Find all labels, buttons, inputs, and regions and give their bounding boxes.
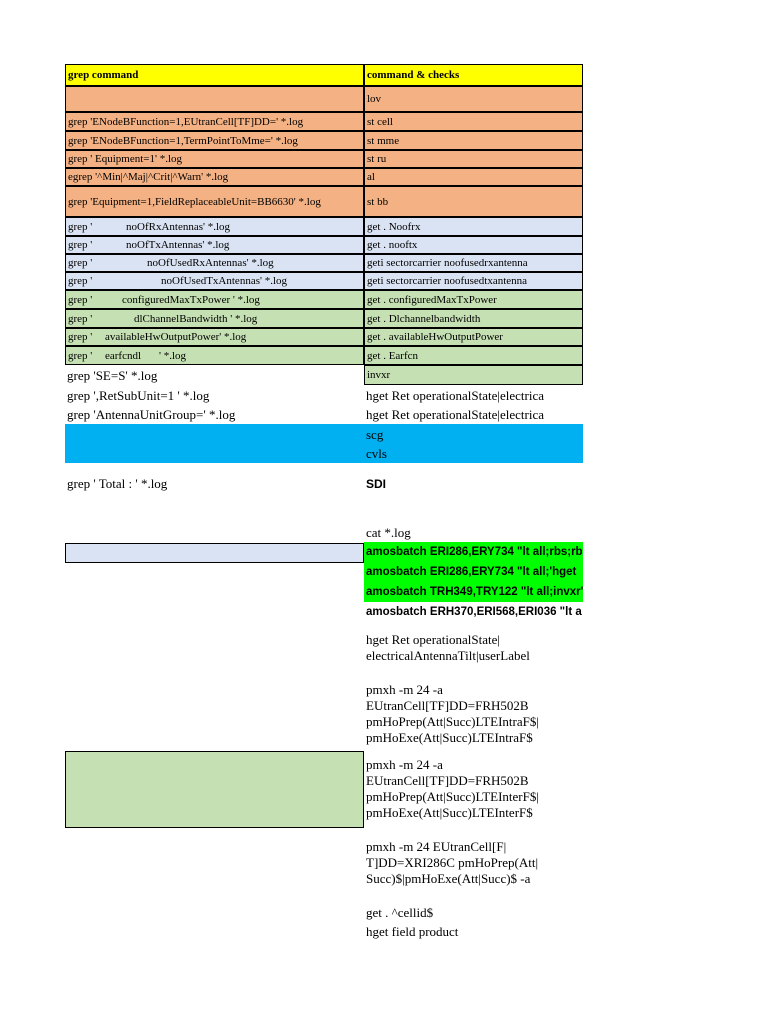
hget-field-text: hget field product [366, 923, 459, 939]
hget-ret-block [364, 632, 583, 666]
table-row-right: get . configuredMaxTxPower [364, 290, 583, 309]
table-row-right: lov [364, 86, 583, 112]
table-row-right: get . Earfcn [364, 346, 583, 365]
grep-suffix: ' *.log [159, 349, 187, 362]
table-row-right: geti sectorcarrier noofusedtxantenna [364, 272, 583, 290]
grep-pattern: earfcndl [105, 349, 142, 362]
grep-prefix: grep ' [68, 349, 93, 362]
table-row-right: get . Noofrx [364, 217, 583, 236]
pmxh-block-2 [364, 757, 583, 823]
header-grep-command: grep command [65, 64, 364, 86]
grep-pattern: noOfRxAntennas' *.log [126, 220, 231, 233]
table-row-right: get . nooftx [364, 236, 583, 254]
table-row-left [65, 236, 364, 254]
empty-green-cell [65, 751, 364, 828]
scg-text: scg [366, 426, 384, 442]
table-row-right: al [364, 168, 583, 186]
pmxh-line: pmHoPrep(Att|Succ)LTEInterF$| [366, 789, 539, 804]
pmxh-line: pmHoExe(Att|Succ)LTEInterF$ [366, 805, 533, 820]
grep-prefix: grep ' [68, 312, 93, 325]
hget-ret-text: hget Ret operationalState|electrica [366, 387, 545, 403]
pmxh-line: T]DD=XRI286C pmHoPrep(Att| [366, 855, 539, 870]
grep-retsubunit-text: grep ',RetSubUnit=1 ' *.log [67, 387, 210, 403]
table-row-right: st bb [364, 186, 583, 217]
grep-prefix: grep ' [68, 293, 93, 306]
grep-prefix: grep ' [68, 220, 93, 233]
table-row-left [65, 254, 364, 272]
table-row-left [65, 272, 364, 290]
table-row-left: grep ' Equipment=1' *.log [65, 150, 364, 168]
pmxh-block-3 [364, 839, 583, 889]
amosbatch-4: amosbatch ERH370,ERI568,ERI036 "lt a [366, 605, 582, 618]
grep-pattern: dlChannelBandwidth ' *.log [134, 312, 258, 325]
pmxh-block-1 [364, 682, 583, 748]
grep-prefix: grep ' [68, 331, 93, 343]
cat-text: cat *.log [366, 524, 411, 540]
table-row-left [65, 346, 364, 365]
table-row-left: grep 'Equipment=1,FieldReplaceableUnit=BB6630' *.log [65, 186, 364, 217]
table-row-right: get . Dlchannelbandwidth [364, 309, 583, 328]
table-row-left [65, 328, 364, 346]
grep-pattern: availableHwOutputPower' *.log [105, 331, 247, 343]
table-row-left [65, 217, 364, 236]
grep-total-text: grep ' Total : ' *.log [67, 475, 168, 491]
table-row-right: st ru [364, 150, 583, 168]
empty-blue-cell [65, 543, 364, 563]
pmxh-line: pmxh -m 24 -a [366, 757, 443, 772]
table-row-right: st cell [364, 112, 583, 131]
sdi-text: SDI [366, 476, 387, 491]
table-row-left [65, 290, 364, 309]
hget-ret-text-2: hget Ret operationalState|electrica [366, 406, 545, 422]
cvls-text: cvls [366, 445, 387, 461]
pmxh-line: pmHoPrep(Att|Succ)LTEIntraF$| [366, 714, 539, 729]
amosbatch-2: amosbatch ERI286,ERY734 "lt all;'hget [364, 562, 583, 582]
grep-prefix: grep ' [68, 275, 93, 287]
grep-pattern: noOfUsedRxAntennas' *.log [147, 257, 274, 269]
amosbatch-3: amosbatch TRH349,TRY122 "lt all;invxr' [364, 582, 583, 602]
invxr-cell: invxr [364, 365, 583, 385]
table-row-right: geti sectorcarrier noofusedrxantenna [364, 254, 583, 272]
hget-ret-line-2: electricalAntennaTilt|userLabel [366, 648, 530, 663]
grep-antennaunitgroup-text: grep 'AntennaUnitGroup=' *.log [67, 406, 236, 422]
grep-prefix: grep ' [68, 257, 93, 269]
pmxh-line: EUtranCell[TF]DD=FRH502B [366, 773, 529, 788]
get-cellid-text: get . ^cellid$ [366, 904, 434, 920]
table-row-left [65, 309, 364, 328]
pmxh-line: pmxh -m 24 EUtranCell[F| [366, 839, 507, 854]
grep-pattern: configuredMaxTxPower ' *.log [122, 293, 260, 306]
pmxh-line: pmHoExe(Att|Succ)LTEIntraF$ [366, 730, 533, 745]
grep-se-text: grep 'SE=S' *.log [67, 367, 158, 383]
pmxh-line: EUtranCell[TF]DD=FRH502B [366, 698, 529, 713]
pmxh-line: pmxh -m 24 -a [366, 682, 443, 697]
table-row-left: egrep '^Min|^Maj|^Crit|^Warn' *.log [65, 168, 364, 186]
table-row-right: st mme [364, 131, 583, 150]
table-row-left [65, 86, 364, 112]
amosbatch-1: amosbatch ERI286,ERY734 "lt all;rbs;rb [364, 542, 583, 562]
hget-ret-line-1: hget Ret operationalState| [366, 632, 501, 647]
table-row-left: grep 'ENodeBFunction=1,EUtranCell[TF]DD=' *.log [65, 112, 364, 131]
table-row-left: grep 'ENodeBFunction=1,TermPointToMme=' *.log [65, 131, 364, 150]
table-row-right: get . availableHwOutputPower [364, 328, 583, 346]
grep-prefix: grep ' [68, 239, 93, 251]
grep-pattern: noOfUsedTxAntennas' *.log [161, 275, 288, 287]
pmxh-line: Succ)$|pmHoExe(Att|Succ)$ -a [366, 871, 531, 886]
header-command-checks: command & checks [364, 64, 583, 86]
grep-pattern: noOfTxAntennas' *.log [126, 239, 230, 251]
